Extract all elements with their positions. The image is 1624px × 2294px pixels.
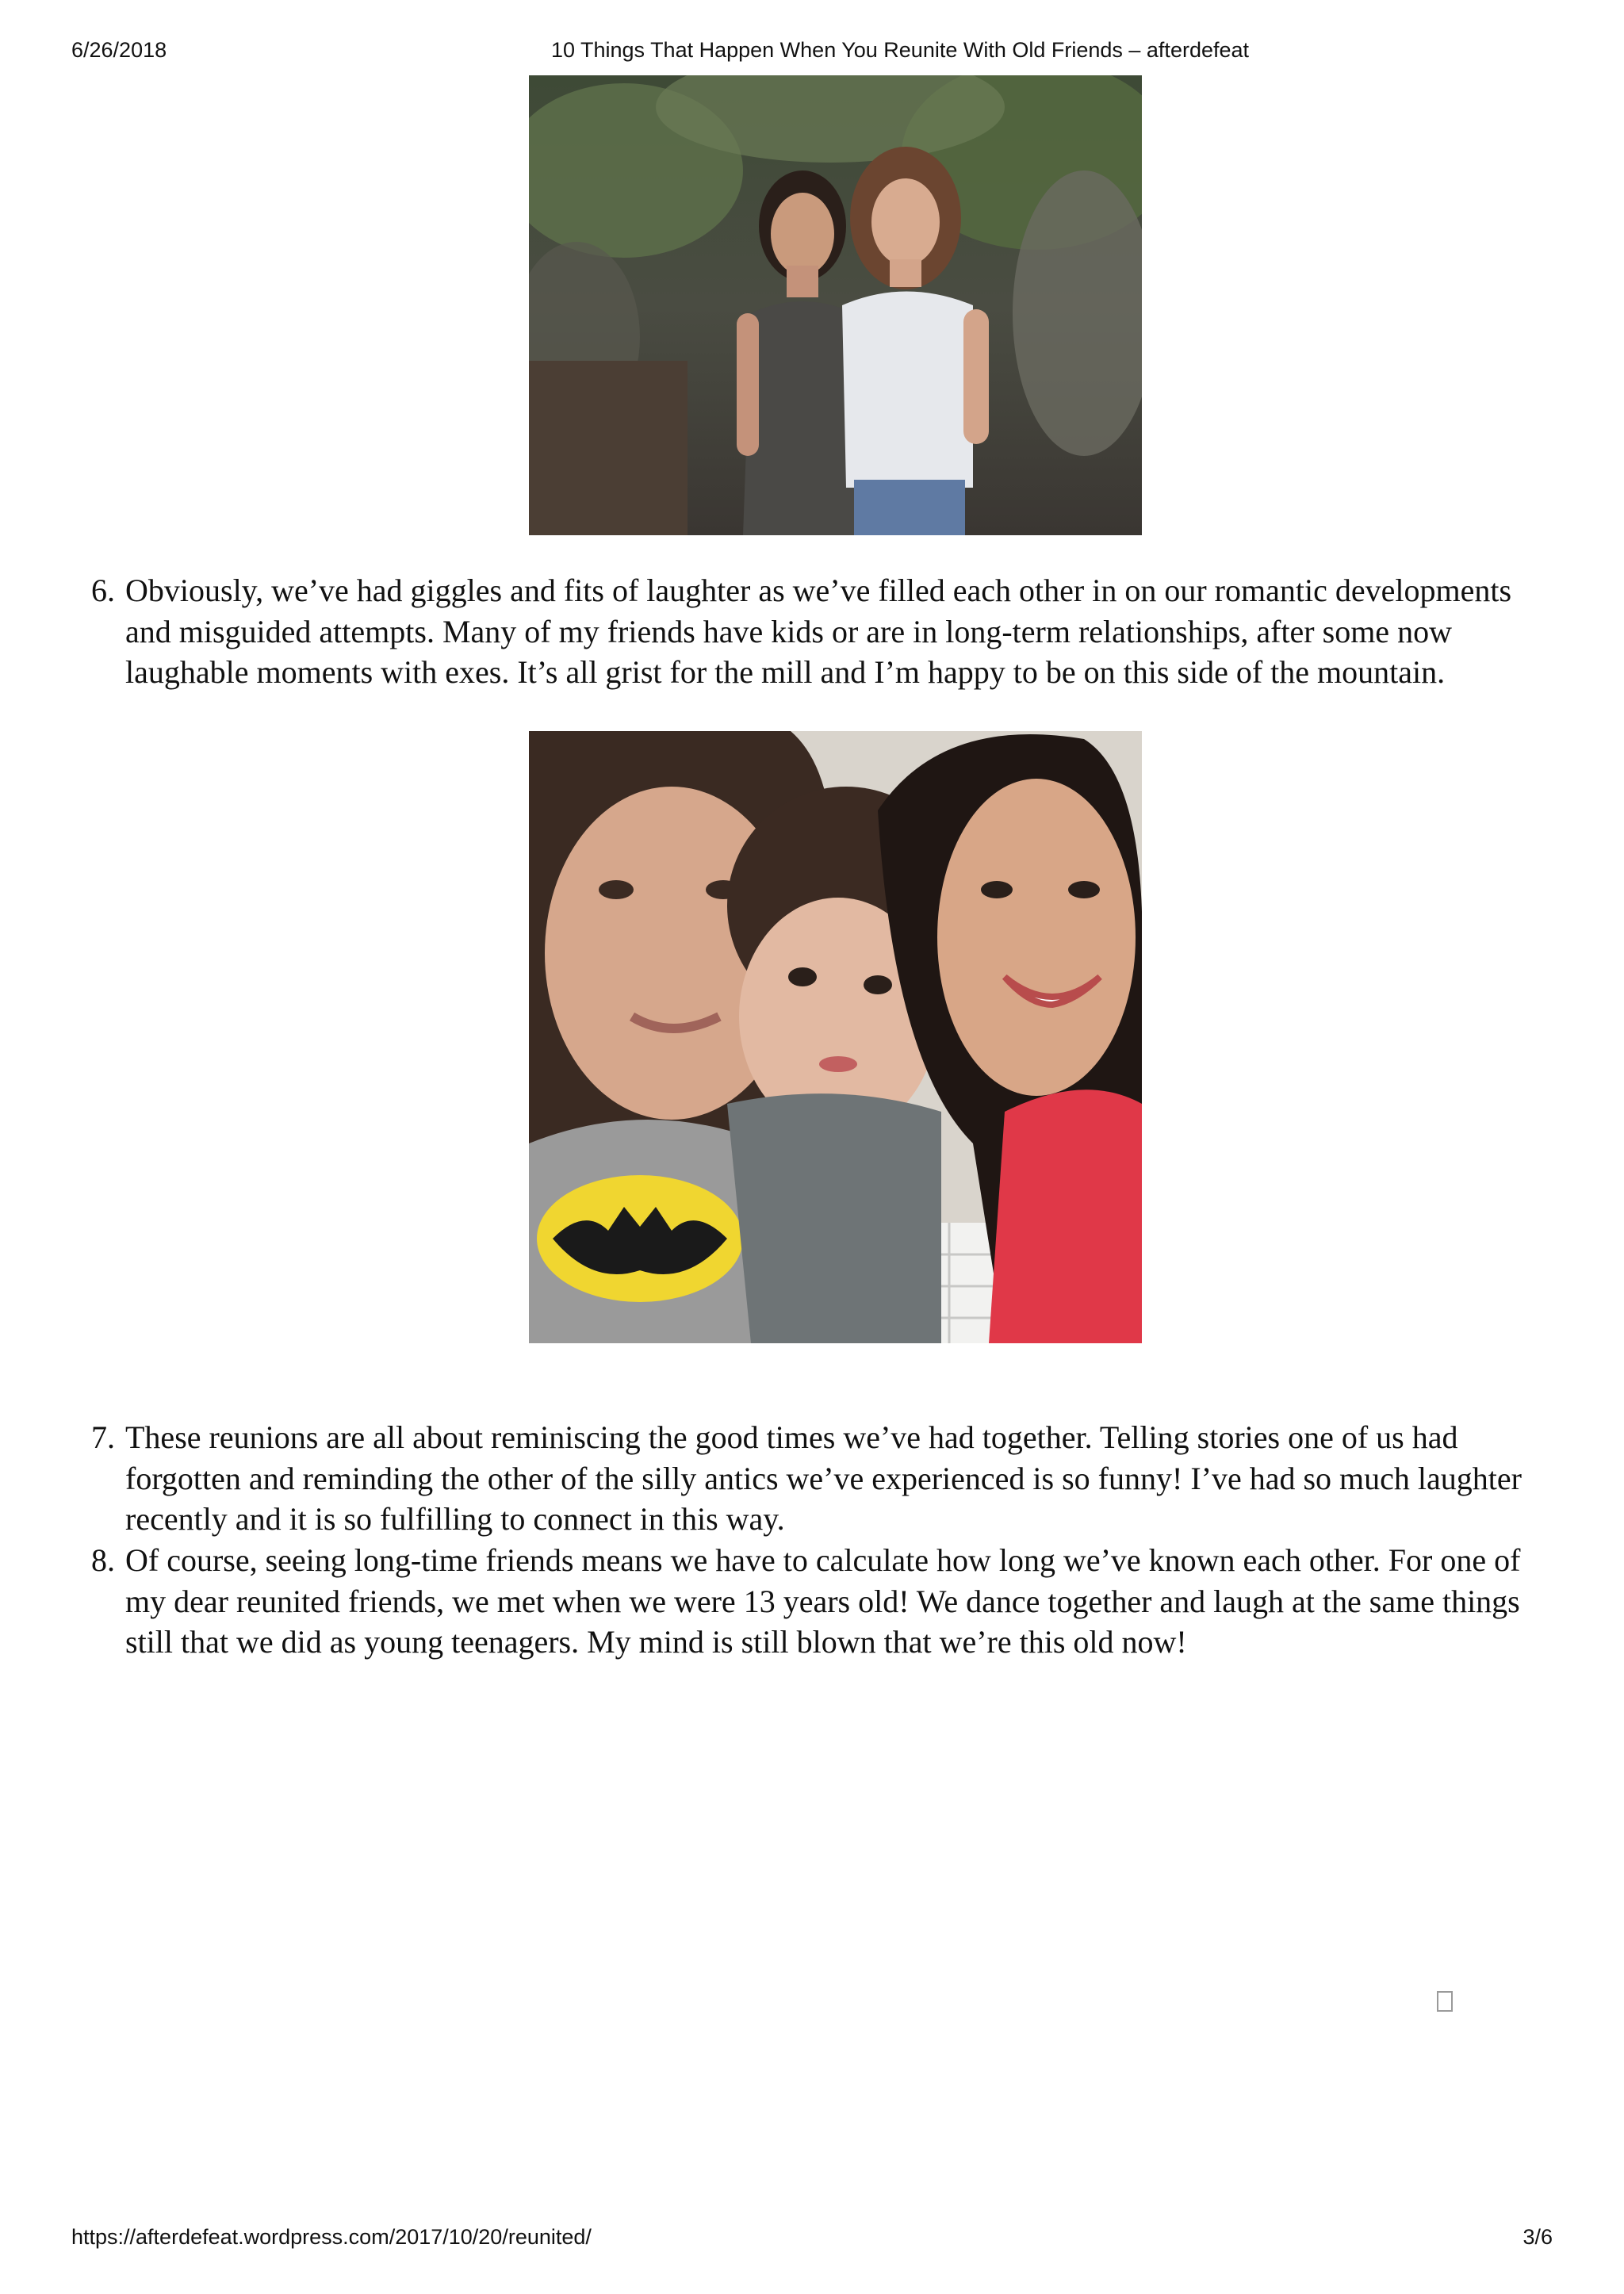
page-title: 10 Things That Happen When You Reunite With Old Friends – afterdefeat bbox=[550, 38, 1250, 62]
list-item-text: Of course, seeing long-time friends means we have to calculate how long we’ve known each other. For one of my dear reunited friends, we met when we were 13 years old! We dance together and laugh at the same things still that we did as young teenagers. My mind is still blown that we’re this old now! bbox=[125, 1542, 1521, 1660]
list-number: 6. bbox=[91, 573, 115, 608]
missing-glyph-icon bbox=[1437, 1991, 1453, 2012]
page-url: https://afterdefeat.wordpress.com/2017/10/20/reunited/ bbox=[71, 2225, 592, 2249]
list-item-6 bbox=[91, 570, 1550, 693]
print-header bbox=[0, 38, 1624, 70]
friends-selfie-with-child-photo bbox=[529, 731, 1142, 1343]
print-footer bbox=[0, 2225, 1624, 2257]
list-item-7 bbox=[91, 1417, 1550, 1540]
print-date: 6/26/2018 bbox=[71, 38, 167, 62]
friends-in-garden-photo bbox=[529, 75, 1142, 535]
list-item-8 bbox=[91, 1540, 1550, 1663]
list-number: 7. bbox=[91, 1419, 115, 1455]
list-item-text: These reunions are all about reminiscing the good times we’ve had together. Telling stories one of us had forgotten and reminding the other of the silly antics we’ve experienced is so funny! I’ve had so much laughter recently and it is so fulfilling to connect in this way. bbox=[125, 1419, 1522, 1537]
list-number: 8. bbox=[91, 1542, 115, 1578]
page-number: 3/6 bbox=[1522, 2225, 1553, 2249]
list-item-text: Obviously, we’ve had giggles and fits of laughter as we’ve filled each other in on our romantic developments and misguided attempts. Many of my friends have kids or are in long-term relationships, after some now laughable moments with exes. It’s all grist for the mill and I’m happy to be on this side of the mountain. bbox=[125, 573, 1512, 690]
